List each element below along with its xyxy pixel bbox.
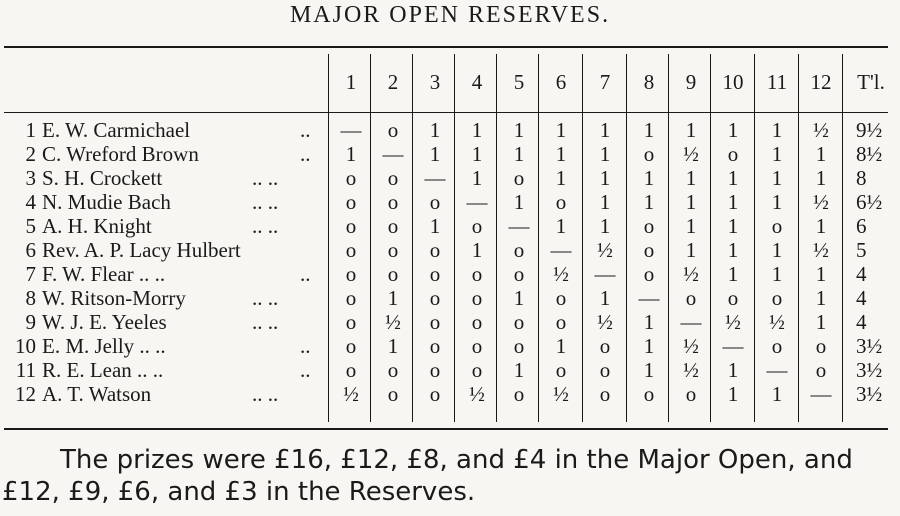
result-cell: o (513, 262, 525, 286)
result-cell: 1 (555, 334, 567, 358)
result-cell: 1 (513, 142, 525, 166)
result-cell: ½ (813, 118, 829, 142)
leader-dots: .. (300, 262, 311, 286)
result-cell: o (387, 214, 399, 238)
result-cell: 1 (599, 166, 611, 190)
player-number: 9 (25, 310, 36, 334)
result-cell: — (680, 310, 702, 334)
player-number: 7 (25, 262, 36, 286)
result-cell: ½ (683, 142, 699, 166)
result-cell: 1 (685, 166, 697, 190)
result-cell: o (471, 262, 483, 286)
result-cell: o (387, 358, 399, 382)
result-cell: o (771, 286, 783, 310)
top-rule (4, 46, 888, 48)
table-row (0, 310, 900, 334)
column-header-total: T'l. (857, 70, 885, 94)
total-score: 5 (856, 238, 867, 262)
result-cell: 1 (815, 142, 827, 166)
table-row (0, 358, 900, 382)
result-cell: o (643, 382, 655, 406)
result-cell: o (771, 214, 783, 238)
player-number: 11 (15, 358, 36, 382)
leader-dots: .. .. (252, 166, 279, 190)
player-name: N. Mudie Bach (42, 190, 171, 214)
player-name: E. M. Jelly .. .. (42, 334, 166, 358)
result-cell: 1 (471, 142, 483, 166)
table-row (0, 190, 900, 214)
result-cell: 1 (727, 382, 739, 406)
result-cell: o (387, 262, 399, 286)
result-cell: 1 (599, 118, 611, 142)
leader-dots: .. .. (252, 310, 279, 334)
result-cell: 1 (685, 238, 697, 262)
result-cell: o (471, 334, 483, 358)
result-cell: o (471, 214, 483, 238)
leader-dots: .. .. (252, 382, 279, 406)
result-cell: o (643, 214, 655, 238)
result-cell: 1 (815, 286, 827, 310)
result-cell: ½ (725, 310, 741, 334)
result-cell: o (727, 142, 739, 166)
result-cell: o (429, 262, 441, 286)
result-cell: 1 (471, 118, 483, 142)
result-cell: o (345, 190, 357, 214)
result-cell: 1 (471, 166, 483, 190)
result-cell: — (638, 286, 660, 310)
result-cell: 1 (771, 142, 783, 166)
result-cell: 1 (643, 358, 655, 382)
result-cell: 1 (599, 190, 611, 214)
total-score: 4 (856, 310, 867, 334)
result-cell: 1 (599, 142, 611, 166)
total-score: 8 (856, 166, 867, 190)
result-cell: 1 (727, 118, 739, 142)
result-cell: o (555, 286, 567, 310)
player-name: S. H. Crockett (42, 166, 163, 190)
table-row (0, 238, 900, 262)
result-cell: o (555, 190, 567, 214)
result-cell: o (555, 310, 567, 334)
result-cell: 1 (599, 214, 611, 238)
table-row (0, 214, 900, 238)
column-header: 1 (345, 70, 357, 94)
result-cell: 1 (643, 190, 655, 214)
result-cell: 1 (727, 166, 739, 190)
player-name: A. H. Knight (42, 214, 152, 238)
table-row (0, 262, 900, 286)
result-cell: o (771, 334, 783, 358)
player-number: 8 (25, 286, 36, 310)
result-cell: o (345, 262, 357, 286)
result-cell: 1 (513, 358, 525, 382)
player-name: W. J. E. Yeeles (42, 310, 167, 334)
result-cell: o (345, 310, 357, 334)
total-score: 4 (856, 286, 867, 310)
result-cell: o (429, 334, 441, 358)
result-cell: o (513, 310, 525, 334)
player-number: 12 (15, 382, 36, 406)
result-cell: o (643, 238, 655, 262)
result-cell: 1 (555, 118, 567, 142)
table-row (0, 166, 900, 190)
result-cell: ½ (769, 310, 785, 334)
result-cell: 1 (429, 118, 441, 142)
result-cell: ½ (813, 238, 829, 262)
total-score: 3½ (856, 382, 883, 406)
result-cell: 1 (727, 214, 739, 238)
result-cell: 1 (599, 286, 611, 310)
player-number: 6 (25, 238, 36, 262)
result-cell: o (513, 382, 525, 406)
result-cell: — (508, 214, 530, 238)
column-header: 9 (685, 70, 697, 94)
column-header: 6 (555, 70, 567, 94)
result-cell: 1 (815, 262, 827, 286)
total-score: 4 (856, 262, 867, 286)
total-score: 6½ (856, 190, 883, 214)
prize-note-line-1: The prizes were £16, £12, £8, and £4 in the Major Open, and (60, 445, 853, 475)
result-cell: o (643, 262, 655, 286)
result-cell: o (345, 214, 357, 238)
result-cell: o (513, 166, 525, 190)
result-cell: — (424, 166, 446, 190)
result-cell: 1 (771, 238, 783, 262)
result-cell: o (429, 286, 441, 310)
column-header: 11 (766, 70, 788, 94)
result-cell: 1 (727, 190, 739, 214)
result-cell: — (466, 190, 488, 214)
player-name: A. T. Watson (42, 382, 152, 406)
result-cell: 1 (387, 334, 399, 358)
result-cell: o (429, 238, 441, 262)
leader-dots: .. (300, 142, 311, 166)
column-header: 4 (471, 70, 483, 94)
player-number: 2 (25, 142, 36, 166)
result-cell: o (471, 310, 483, 334)
result-cell: o (429, 310, 441, 334)
result-cell: o (387, 382, 399, 406)
result-cell: — (550, 238, 572, 262)
bottom-rule (4, 428, 888, 430)
player-number: 10 (15, 334, 36, 358)
result-cell: o (387, 190, 399, 214)
result-cell: 1 (771, 118, 783, 142)
column-header: 8 (643, 70, 655, 94)
leader-dots: .. .. (252, 214, 279, 238)
result-cell: ½ (553, 382, 569, 406)
page-title: MAJOR OPEN RESERVES. (289, 2, 611, 28)
result-cell: o (387, 166, 399, 190)
result-cell: 1 (643, 310, 655, 334)
result-cell: 1 (727, 238, 739, 262)
player-name: W. Ritson-Morry (42, 286, 186, 310)
result-cell: o (429, 358, 441, 382)
result-cell: — (340, 118, 362, 142)
player-name: E. W. Carmichael (42, 118, 191, 142)
result-cell: 1 (471, 238, 483, 262)
result-cell: 1 (643, 118, 655, 142)
result-cell: ½ (683, 334, 699, 358)
result-cell: o (471, 286, 483, 310)
total-score: 6 (856, 214, 867, 238)
result-cell: ½ (553, 262, 569, 286)
result-cell: 1 (643, 166, 655, 190)
player-number: 3 (25, 166, 36, 190)
result-cell: o (815, 334, 827, 358)
result-cell: ½ (597, 238, 613, 262)
column-header: 7 (599, 70, 611, 94)
total-score: 3½ (856, 334, 883, 358)
result-cell: — (382, 142, 404, 166)
player-name: R. E. Lean .. .. (42, 358, 164, 382)
result-cell: ½ (469, 382, 485, 406)
result-cell: 1 (555, 214, 567, 238)
result-cell: 1 (771, 262, 783, 286)
header-rule (4, 112, 888, 113)
leader-dots: .. .. (252, 190, 279, 214)
column-header: 12 (810, 70, 832, 94)
result-cell: — (766, 358, 788, 382)
result-cell: 1 (727, 358, 739, 382)
result-cell: o (555, 358, 567, 382)
leader-dots: .. (300, 334, 311, 358)
result-cell: o (345, 286, 357, 310)
result-cell: 1 (771, 190, 783, 214)
result-cell: 1 (513, 118, 525, 142)
result-cell: o (345, 334, 357, 358)
player-name: Rev. A. P. Lacy Hulbert (42, 238, 241, 262)
result-cell: — (810, 382, 832, 406)
result-cell: 1 (685, 190, 697, 214)
column-header: 3 (429, 70, 441, 94)
result-cell: 1 (685, 118, 697, 142)
result-cell: 1 (727, 262, 739, 286)
table-row (0, 382, 900, 406)
result-cell: o (345, 358, 357, 382)
result-cell: 1 (643, 334, 655, 358)
player-name: C. Wreford Brown (42, 142, 199, 166)
result-cell: 1 (685, 214, 697, 238)
player-number: 1 (25, 118, 36, 142)
result-cell: 1 (345, 142, 357, 166)
result-cell: o (727, 286, 739, 310)
table-row (0, 334, 900, 358)
result-cell: 1 (815, 214, 827, 238)
result-cell: ½ (683, 262, 699, 286)
table-row (0, 118, 900, 142)
result-cell: — (594, 262, 616, 286)
player-number: 4 (25, 190, 36, 214)
result-cell: o (387, 238, 399, 262)
column-header: 2 (387, 70, 399, 94)
result-cell: o (513, 238, 525, 262)
result-cell: 1 (815, 310, 827, 334)
total-score: 3½ (856, 358, 883, 382)
result-cell: ½ (813, 190, 829, 214)
prize-note-line-2: £12, £9, £6, and £3 in the Reserves. (2, 477, 476, 507)
leader-dots: .. (300, 118, 311, 142)
result-cell: o (429, 382, 441, 406)
result-cell: o (599, 382, 611, 406)
result-cell: 1 (513, 286, 525, 310)
result-cell: o (387, 118, 399, 142)
result-cell: o (345, 238, 357, 262)
result-cell: 1 (771, 166, 783, 190)
result-cell: 1 (513, 190, 525, 214)
result-cell: 1 (429, 142, 441, 166)
result-cell: o (471, 358, 483, 382)
result-cell: o (643, 142, 655, 166)
result-cell: 1 (555, 166, 567, 190)
leader-dots: .. .. (252, 286, 279, 310)
result-cell: ½ (343, 382, 359, 406)
leader-dots: .. (300, 358, 311, 382)
total-score: 8½ (856, 142, 883, 166)
result-cell: o (685, 286, 697, 310)
player-number: 5 (25, 214, 36, 238)
column-header: 10 (722, 70, 744, 94)
result-cell: 1 (815, 166, 827, 190)
table-row (0, 142, 900, 166)
result-cell: 1 (429, 214, 441, 238)
result-cell: ½ (597, 310, 613, 334)
result-cell: o (429, 190, 441, 214)
result-cell: 1 (387, 286, 399, 310)
column-header: 5 (513, 70, 525, 94)
result-cell: ½ (385, 310, 401, 334)
result-cell: ½ (683, 358, 699, 382)
table-row (0, 286, 900, 310)
result-cell: o (815, 358, 827, 382)
result-cell: 1 (555, 142, 567, 166)
total-score: 9½ (856, 118, 883, 142)
result-cell: o (513, 334, 525, 358)
result-cell: o (599, 358, 611, 382)
result-cell: — (722, 334, 744, 358)
result-cell: o (599, 334, 611, 358)
result-cell: o (345, 166, 357, 190)
player-name: F. W. Flear .. .. (42, 262, 166, 286)
result-cell: 1 (771, 382, 783, 406)
result-cell: o (685, 382, 697, 406)
